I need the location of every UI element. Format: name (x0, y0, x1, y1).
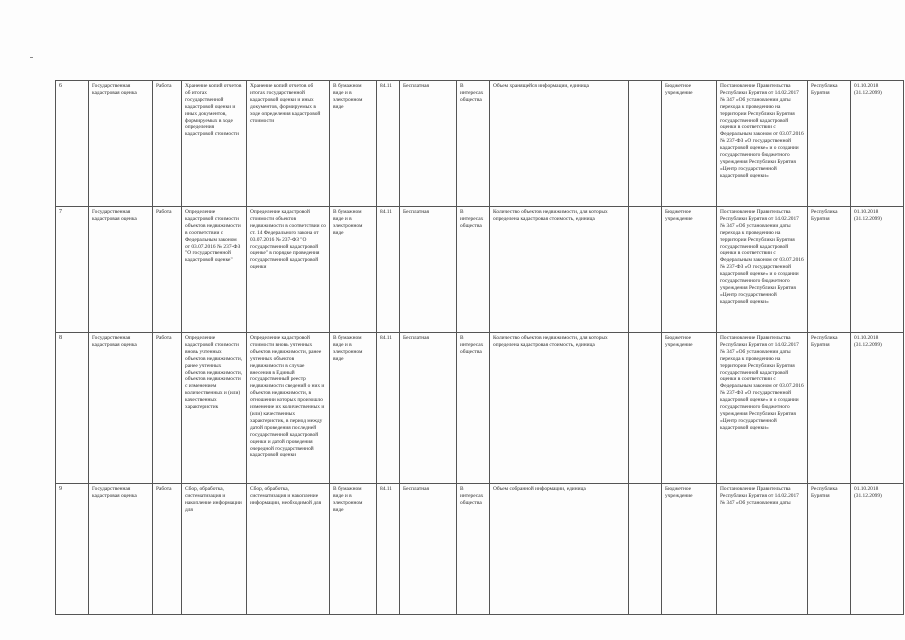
table-row (56, 484, 904, 615)
volume-indicator: Объем хранящейся информации, единица (490, 81, 629, 207)
row-number: 9 (56, 484, 89, 615)
row-number: 6 (56, 81, 89, 207)
okved-code: 84.11 (377, 81, 400, 207)
service-name: Государственная кадастровая оценка (89, 333, 153, 484)
legal-basis: Постановление Правительства Республики Бурятия от 14.02.2017 № 347 «Об установлении даты (717, 484, 808, 615)
payment-type: Бесплатная (400, 81, 457, 207)
consumer-category: В интересах общества (457, 484, 490, 615)
service-type: Работа (153, 484, 182, 615)
row-number: 7 (56, 207, 89, 333)
consumer-category: В интересах общества (457, 207, 490, 333)
payment-type: Бесплатная (400, 207, 457, 333)
table-row (56, 333, 904, 484)
scan-speck (30, 57, 33, 58)
work-content: Определение кадастровой стоимости объектов недвижимости в соответствии с Федеральным законом от 03.07.2016 № 237-ФЗ "О государственной кадастровой оценке" (182, 207, 247, 333)
payment-type: Бесплатная (400, 333, 457, 484)
blank-cell (629, 333, 662, 484)
institution-type: Бюджетное учреждение (662, 333, 717, 484)
okved-code: 84.11 (377, 333, 400, 484)
legal-basis: Постановление Правительства Республики Бурятия от 14.02.2017 № 347 «Об установлении даты перехода к проведению на территории Республики Бурятия государственной кадастровой оценки в соответствии с Федеральным законом от 03.07.2016 № 237-ФЗ «О государственной кадастровой оценке» и о создании государственного бюджетного учреждения Республики Бурятия «Центр государственной кадастровой оценки» (717, 81, 808, 207)
delivery-form: В бумажном виде и в электронном виде (330, 333, 377, 484)
delivery-form: В бумажном виде и в электронном виде (330, 81, 377, 207)
service-type: Работа (153, 81, 182, 207)
blank-cell (629, 81, 662, 207)
institution-type: Бюджетное учреждение (662, 81, 717, 207)
effective-dates: 01.10.2018 (31.12.2099) (851, 81, 904, 207)
payment-type: Бесплатная (400, 484, 457, 615)
work-content: Сбор, обработка, систематизация и накопление информации для (182, 484, 247, 615)
table-row (56, 207, 904, 333)
blank-cell (629, 484, 662, 615)
table-row (56, 81, 904, 207)
service-name: Государственная кадастровая оценка (89, 81, 153, 207)
consumer-category: В интересах общества (457, 333, 490, 484)
row-number: 8 (56, 333, 89, 484)
legal-basis: Постановление Правительства Республики Бурятия от 14.02.2017 № 347 «Об установлении даты перехода к проведению на территории Республики Бурятия государственной кадастровой оценки в соответствии с Федеральным законом от 03.07.2016 № 237-ФЗ «О государственной кадастровой оценке» и о создании государственного бюджетного учреждения Республики Бурятия «Центр государственной кадастровой оценки» (717, 333, 808, 484)
effective-dates: 01.10.2018 (31.12.2099) (851, 207, 904, 333)
effective-dates: 01.10.2018 (31.12.2099) (851, 484, 904, 615)
work-content: Определение кадастровой стоимости вновь учтенных объектов недвижимости, ранее учтенных объектов недвижимости, объектов недвижимости с изменением количественных и (или) качественных характеристик (182, 333, 247, 484)
service-type: Работа (153, 333, 182, 484)
volume-indicator: Объем собранной информации, единица (490, 484, 629, 615)
institution-type: Бюджетное учреждение (662, 207, 717, 333)
volume-indicator: Количество объектов недвижимости, для которых определена кадастровая стоимость, единица (490, 333, 629, 484)
work-content-detail: Хранение копий отчетов об итогах государственной кадастровой оценки и иных документов, формируемых в ходе определения кадастровой стоимости (247, 81, 330, 207)
founder: Республика Бурятия (808, 484, 851, 615)
blank-cell (629, 207, 662, 333)
service-name: Государственная кадастровая оценка (89, 207, 153, 333)
institution-type: Бюджетное учреждение (662, 484, 717, 615)
volume-indicator: Количество объектов недвижимости, для которых определена кадастровая стоимость, единица (490, 207, 629, 333)
founder: Республика Бурятия (808, 333, 851, 484)
founder: Республика Бурятия (808, 81, 851, 207)
service-name: Государственная кадастровая оценка (89, 484, 153, 615)
delivery-form: В бумажном виде и в электронном виде (330, 484, 377, 615)
registry-table (55, 80, 904, 615)
okved-code: 84.11 (377, 484, 400, 615)
work-content-detail: Сбор, обработка, систематизация и накопление информации, необходимой для (247, 484, 330, 615)
work-content-detail: Определение кадастровой стоимости объектов недвижимости в соответствии со ст. 14 Федерального закона от 03.07.2016 № 237-ФЗ "О государственной кадастровой оценке" в порядке проведения государственной кадастровой оценки (247, 207, 330, 333)
consumer-category: В интересах общества (457, 81, 490, 207)
okved-code: 84.11 (377, 207, 400, 333)
work-content-detail: Определение кадастровой стоимости вновь учтенных объектов недвижимости, ранее учтенных объектов недвижимости в случае внесения в Единый государственный реестр недвижимости сведений о них и объектов недвижимости, в отношении которых произошло изменение их количественных и (или) качественных характеристик, в период между датой проведения последней государственной кадастровой оценки и датой проведения очередной государственной кадастровой оценки (247, 333, 330, 484)
service-type: Работа (153, 207, 182, 333)
founder: Республика Бурятия (808, 207, 851, 333)
effective-dates: 01.10.2018 (31.12.2099) (851, 333, 904, 484)
legal-basis: Постановление Правительства Республики Бурятия от 14.02.2017 № 347 «Об установлении даты перехода к проведению на территории Республики Бурятия государственной кадастровой оценки в соответствии с Федеральным законом от 03.07.2016 № 237-ФЗ «О государственной кадастровой оценке» и о создании государственного бюджетного учреждения Республики Бурятия «Центр государственной кадастровой оценки» (717, 207, 808, 333)
work-content: Хранение копий отчетов об итогах государственной кадастровой оценки и иных документов, формируемых в ходе определения кадастровой стоимости (182, 81, 247, 207)
delivery-form: В бумажном виде и в электронном виде (330, 207, 377, 333)
